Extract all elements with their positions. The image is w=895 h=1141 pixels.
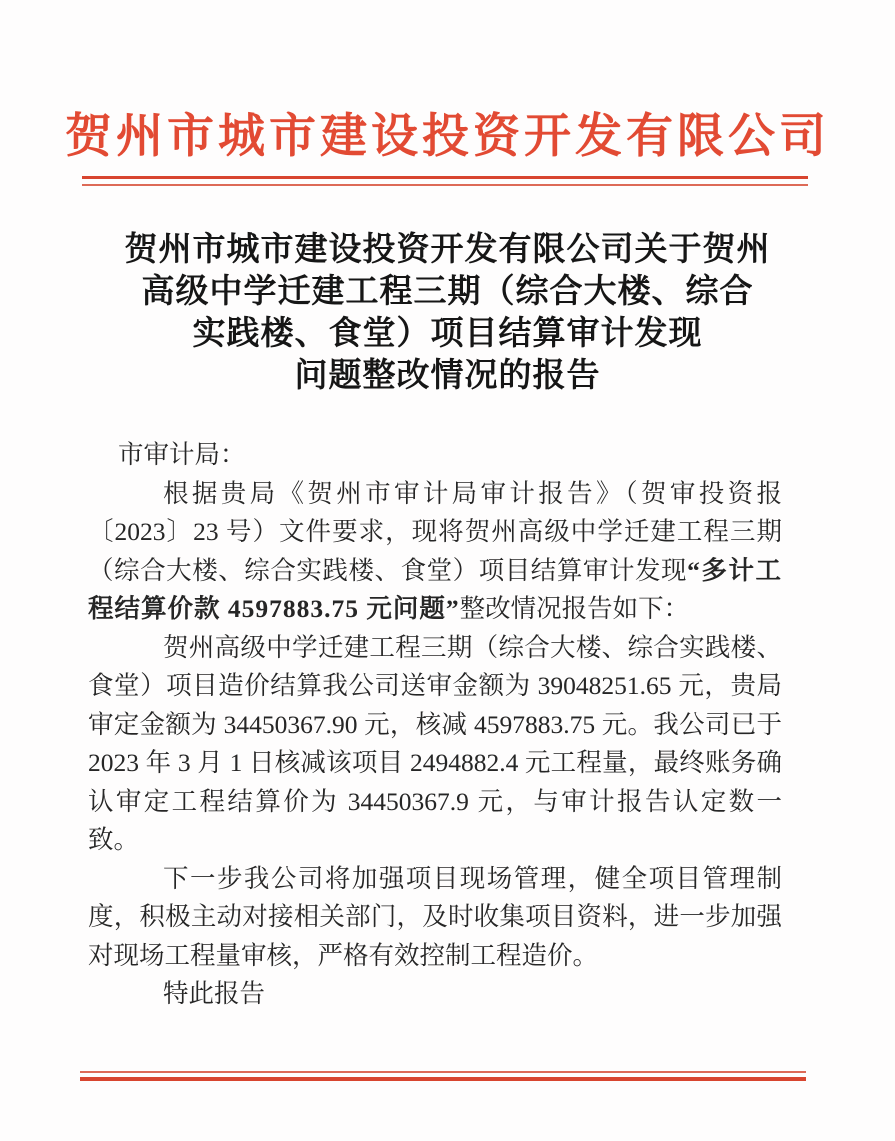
body-text-segment: 特此报告 xyxy=(163,979,266,1008)
recipient-line: 市审计局： xyxy=(118,440,246,469)
body-paragraph xyxy=(88,975,782,1014)
document-title xyxy=(0,229,895,397)
document-title-line: 贺州市城市建设投资开发有限公司关于贺州 xyxy=(124,232,771,268)
body-text-segment: 整改情况报告如下： xyxy=(459,594,690,623)
letterhead-rule-thin xyxy=(82,184,808,186)
body-paragraph xyxy=(88,860,782,976)
body-text-segment: 下一步我公司将加强项目现场管理，健全项目管理制度，积极主动对接相关部门，及时收集项目资料，进一步加强对现场工程量审核，严格有效控制工程造价。 xyxy=(88,863,782,970)
body-paragraph xyxy=(88,475,782,629)
document-title-line: 实践楼、食堂）项目结算审计发现 xyxy=(192,316,703,352)
letterhead-company-name: 贺州市城市建设投资开发有限公司 xyxy=(65,111,830,163)
footer-rule-thin xyxy=(80,1071,806,1073)
letterhead-rule-thick xyxy=(82,176,808,179)
body-text-segment: 贺州高级中学迁建工程三期（综合大楼、综合实践楼、食堂）项目造价结算我公司送审金额为 39048251.65 元，贵局审定金额为 34450367.90 元，核减 4597883.75 元。我公司已于 2023 年 3 月 1 日核减该项目 2494882.4 元工程量，最终账务确认审定工程结算价为 34450367.9 元，与审计报告认定数一致。 xyxy=(88,632,782,854)
paragraph-container xyxy=(88,475,782,1014)
footer-rule-thick xyxy=(80,1077,806,1081)
document-body xyxy=(88,436,782,1014)
emphasized-text: “多计工程结算价款 4597883.75 元问题” xyxy=(88,555,782,623)
document-title-line: 问题整改情况的报告 xyxy=(294,358,601,394)
document-title-line: 高级中学迁建工程三期（综合大楼、综合 xyxy=(141,274,754,310)
body-text-segment: 根据贵局《贺州市审计局审计报告》（贺审投资报〔2023〕23 号）文件要求，现将贺州高级中学迁建工程三期（综合大楼、综合实践楼、食堂）项目结算审计发现 xyxy=(88,478,782,585)
body-paragraph xyxy=(88,629,782,860)
